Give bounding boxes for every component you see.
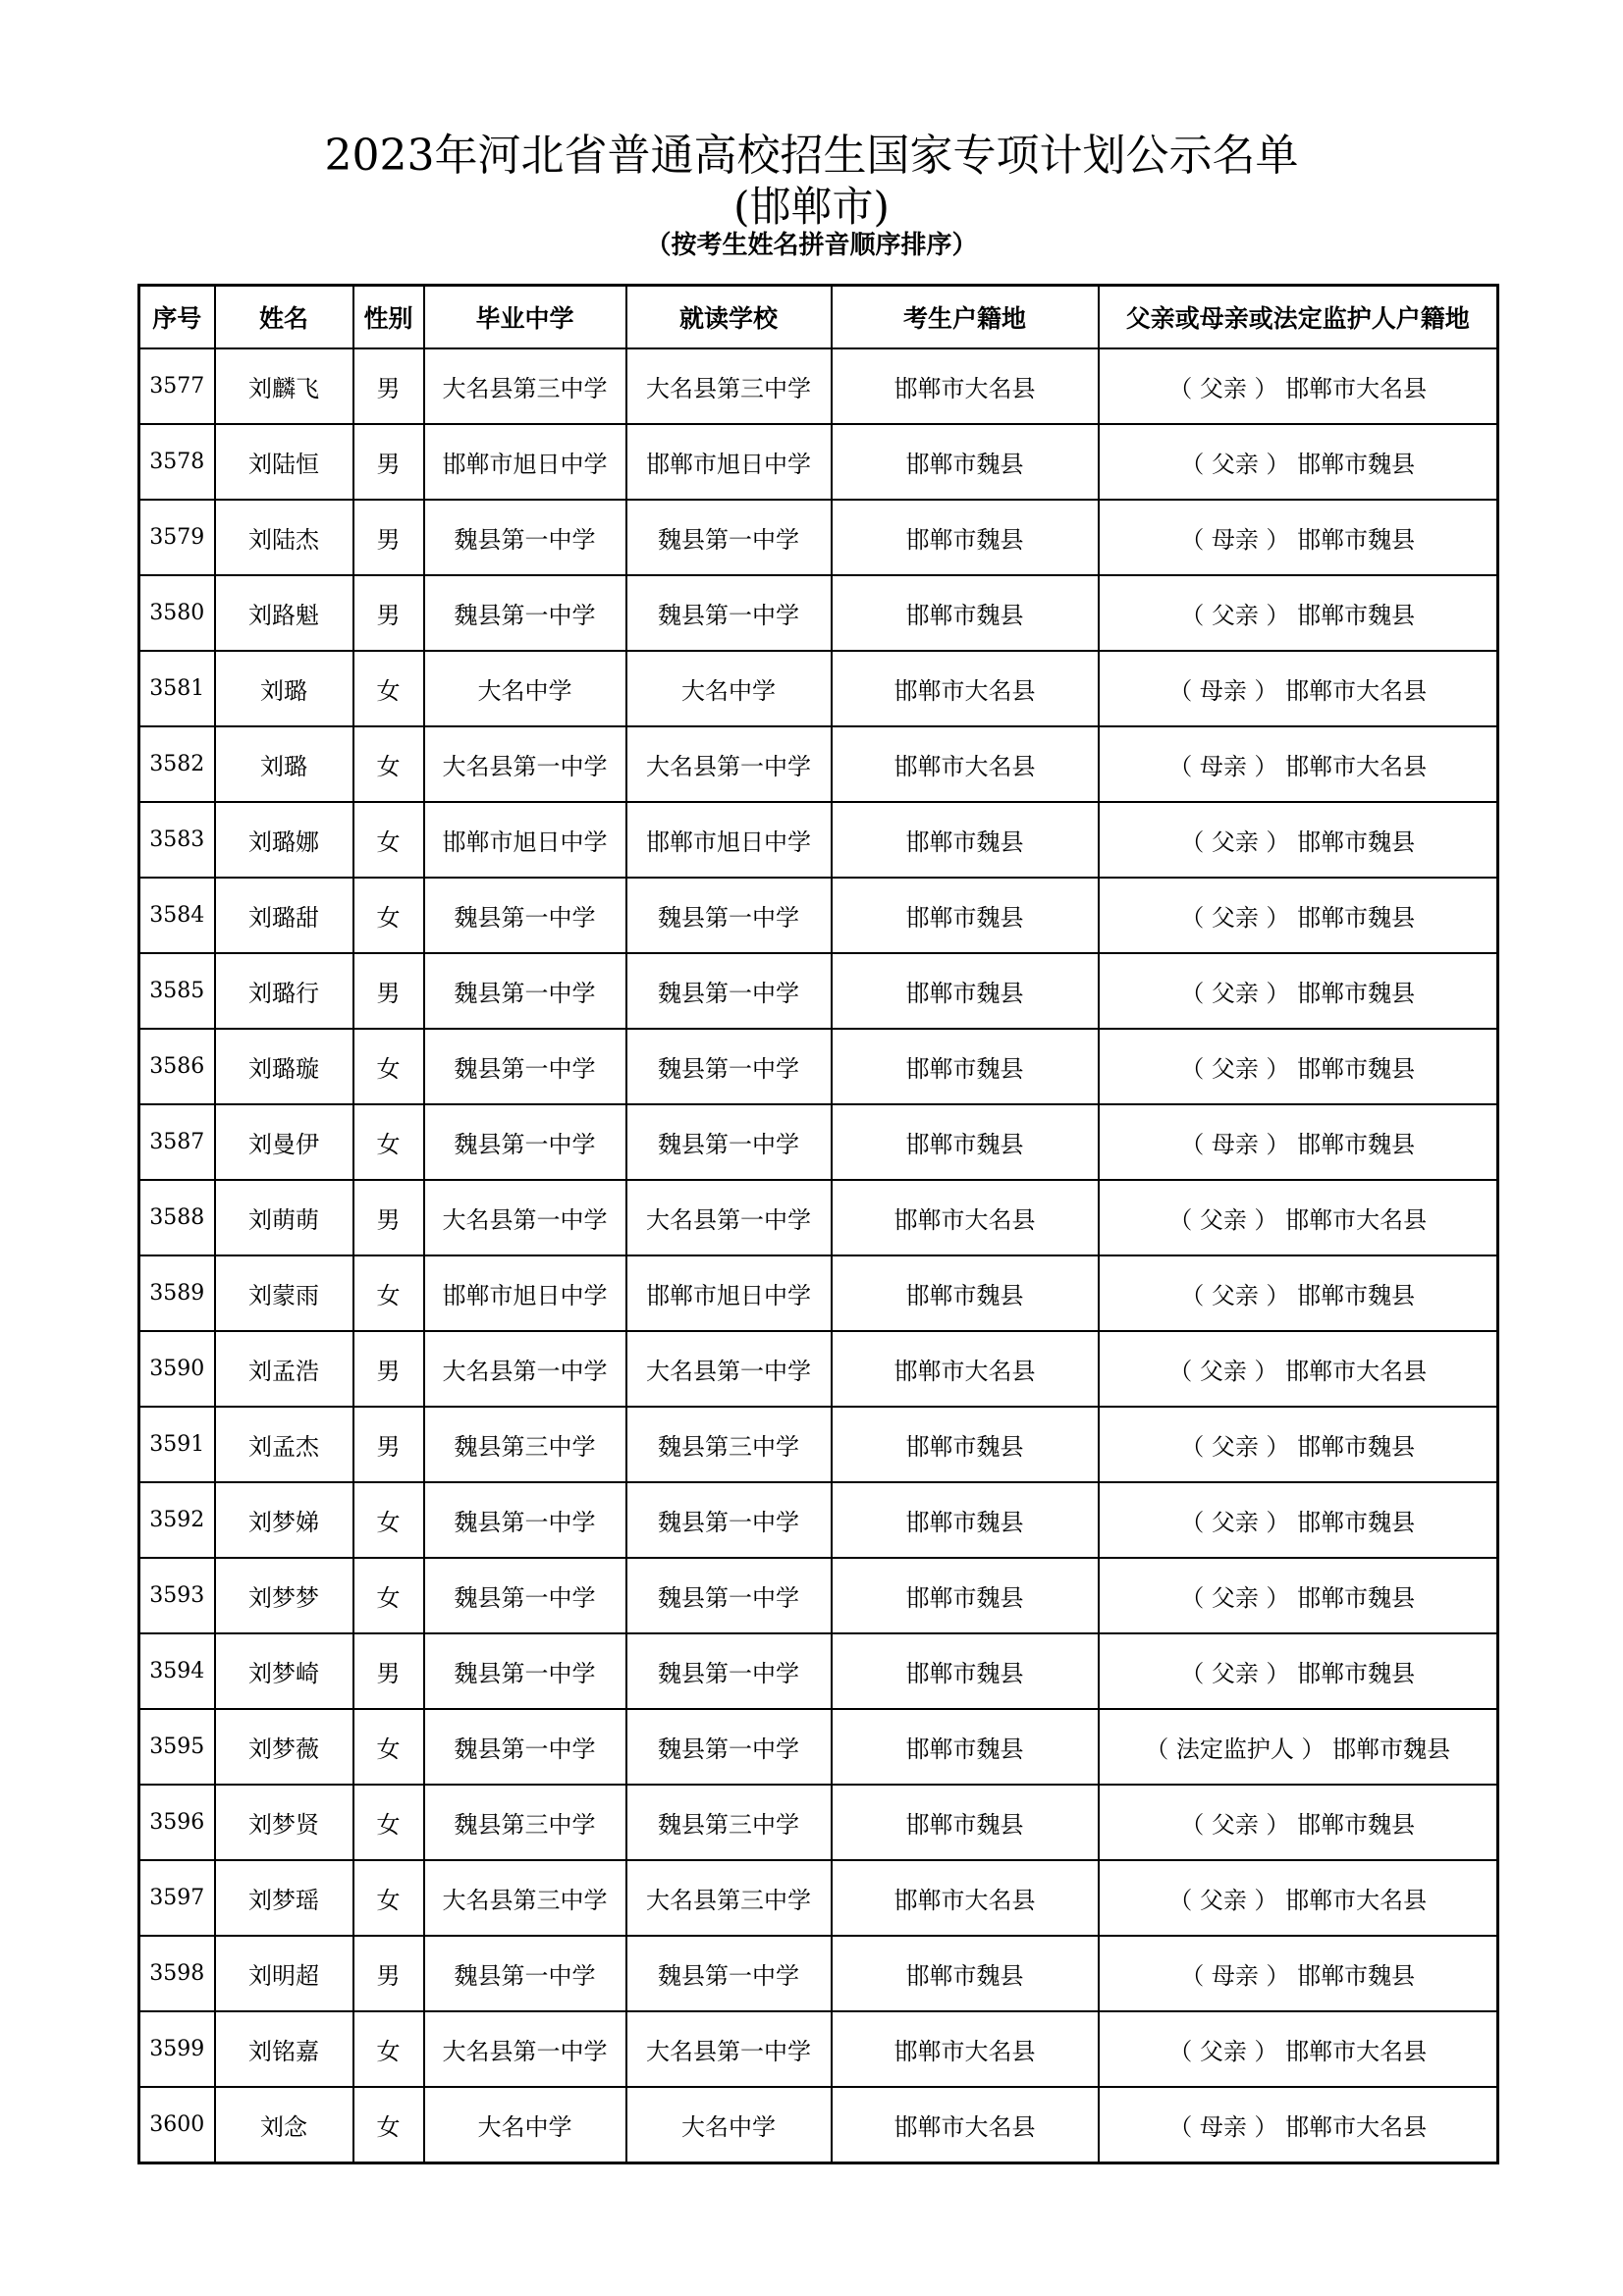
cell-name: 刘孟浩	[215, 1331, 353, 1407]
table-row	[139, 802, 1498, 878]
cell-name: 刘明超	[215, 1936, 353, 2011]
cell-current-school: 邯郸市旭日中学	[626, 1255, 832, 1331]
cell-graduation-school: 魏县第一中学	[424, 1104, 626, 1180]
cell-gender: 女	[353, 878, 424, 953]
cell-student-hukou: 邯郸市大名县	[832, 726, 1099, 802]
cell-current-school: 魏县第一中学	[626, 953, 832, 1029]
cell-student-hukou: 邯郸市魏县	[832, 878, 1099, 953]
cell-gender: 男	[353, 575, 424, 651]
roster-body	[139, 348, 1498, 2163]
cell-current-school: 魏县第一中学	[626, 1029, 832, 1104]
cell-graduation-school: 魏县第三中学	[424, 1407, 626, 1482]
header-row	[139, 286, 1498, 349]
cell-current-school: 大名县第一中学	[626, 2011, 832, 2087]
header-guardian-hukou: 父亲或母亲或法定监护人户籍地	[1099, 286, 1498, 349]
cell-guardian-hukou: （ 母亲 ） 邯郸市大名县	[1099, 726, 1498, 802]
cell-current-school: 邯郸市旭日中学	[626, 424, 832, 500]
cell-guardian-hukou: （ 父亲 ） 邯郸市魏县	[1099, 1029, 1498, 1104]
cell-serial-number: 3577	[139, 348, 215, 424]
cell-graduation-school: 邯郸市旭日中学	[424, 802, 626, 878]
cell-gender: 男	[353, 500, 424, 575]
header-gender: 性别	[353, 286, 424, 349]
roster-table	[137, 284, 1499, 2164]
cell-graduation-school: 魏县第一中学	[424, 1029, 626, 1104]
cell-serial-number: 3582	[139, 726, 215, 802]
table-row	[139, 1255, 1498, 1331]
table-row	[139, 878, 1498, 953]
cell-student-hukou: 邯郸市大名县	[832, 1860, 1099, 1936]
cell-student-hukou: 邯郸市魏县	[832, 1936, 1099, 2011]
cell-guardian-hukou: （ 父亲 ） 邯郸市魏县	[1099, 1255, 1498, 1331]
cell-name: 刘璐娜	[215, 802, 353, 878]
cell-guardian-hukou: （ 父亲 ） 邯郸市大名县	[1099, 1180, 1498, 1255]
cell-serial-number: 3580	[139, 575, 215, 651]
cell-graduation-school: 魏县第一中学	[424, 1709, 626, 1785]
cell-current-school: 大名县第一中学	[626, 726, 832, 802]
cell-graduation-school: 魏县第一中学	[424, 1936, 626, 2011]
cell-graduation-school: 魏县第一中学	[424, 575, 626, 651]
cell-graduation-school: 大名县第一中学	[424, 2011, 626, 2087]
cell-current-school: 魏县第一中学	[626, 1558, 832, 1633]
cell-graduation-school: 大名县第一中学	[424, 1331, 626, 1407]
cell-student-hukou: 邯郸市魏县	[832, 1633, 1099, 1709]
cell-name: 刘萌萌	[215, 1180, 353, 1255]
cell-gender: 男	[353, 1936, 424, 2011]
cell-graduation-school: 大名县第三中学	[424, 1860, 626, 1936]
cell-current-school: 魏县第一中学	[626, 1936, 832, 2011]
cell-serial-number: 3597	[139, 1860, 215, 1936]
cell-guardian-hukou: （ 母亲 ） 邯郸市大名县	[1099, 651, 1498, 726]
cell-student-hukou: 邯郸市魏县	[832, 1482, 1099, 1558]
cell-serial-number: 3581	[139, 651, 215, 726]
cell-name: 刘梦瑶	[215, 1860, 353, 1936]
cell-serial-number: 3585	[139, 953, 215, 1029]
cell-guardian-hukou: （ 父亲 ） 邯郸市魏县	[1099, 1482, 1498, 1558]
table-row	[139, 1482, 1498, 1558]
cell-serial-number: 3595	[139, 1709, 215, 1785]
cell-gender: 女	[353, 651, 424, 726]
cell-name: 刘璐	[215, 726, 353, 802]
cell-current-school: 魏县第三中学	[626, 1407, 832, 1482]
table-row	[139, 1104, 1498, 1180]
table-row	[139, 1407, 1498, 1482]
table-row	[139, 1785, 1498, 1860]
cell-graduation-school: 邯郸市旭日中学	[424, 424, 626, 500]
cell-current-school: 大名中学	[626, 651, 832, 726]
cell-guardian-hukou: （ 父亲 ） 邯郸市魏县	[1099, 424, 1498, 500]
cell-guardian-hukou: （ 母亲 ） 邯郸市魏县	[1099, 500, 1498, 575]
table-row	[139, 1633, 1498, 1709]
cell-graduation-school: 大名中学	[424, 651, 626, 726]
cell-guardian-hukou: （ 父亲 ） 邯郸市魏县	[1099, 1633, 1498, 1709]
cell-student-hukou: 邯郸市魏县	[832, 1407, 1099, 1482]
header-name: 姓名	[215, 286, 353, 349]
cell-serial-number: 3592	[139, 1482, 215, 1558]
cell-gender: 男	[353, 1180, 424, 1255]
cell-serial-number: 3596	[139, 1785, 215, 1860]
cell-name: 刘梦贤	[215, 1785, 353, 1860]
cell-serial-number: 3583	[139, 802, 215, 878]
table-row	[139, 2087, 1498, 2163]
table-row	[139, 2011, 1498, 2087]
table-row	[139, 651, 1498, 726]
cell-gender: 女	[353, 1029, 424, 1104]
cell-name: 刘曼伊	[215, 1104, 353, 1180]
cell-gender: 女	[353, 1860, 424, 1936]
cell-name: 刘铭嘉	[215, 2011, 353, 2087]
cell-guardian-hukou: （ 父亲 ） 邯郸市魏县	[1099, 1785, 1498, 1860]
cell-student-hukou: 邯郸市魏县	[832, 575, 1099, 651]
table-row	[139, 1936, 1498, 2011]
cell-name: 刘蒙雨	[215, 1255, 353, 1331]
cell-gender: 男	[353, 348, 424, 424]
cell-current-school: 魏县第三中学	[626, 1785, 832, 1860]
header-graduation-school: 毕业中学	[424, 286, 626, 349]
cell-guardian-hukou: （ 父亲 ） 邯郸市大名县	[1099, 348, 1498, 424]
cell-graduation-school: 魏县第一中学	[424, 500, 626, 575]
cell-graduation-school: 大名县第一中学	[424, 726, 626, 802]
table-row	[139, 575, 1498, 651]
cell-gender: 女	[353, 1558, 424, 1633]
cell-student-hukou: 邯郸市大名县	[832, 348, 1099, 424]
cell-current-school: 魏县第一中学	[626, 500, 832, 575]
cell-guardian-hukou: （ 父亲 ） 邯郸市大名县	[1099, 2011, 1498, 2087]
cell-gender: 女	[353, 1709, 424, 1785]
cell-name: 刘陆杰	[215, 500, 353, 575]
cell-student-hukou: 邯郸市大名县	[832, 1180, 1099, 1255]
cell-current-school: 魏县第一中学	[626, 1709, 832, 1785]
cell-name: 刘璐甜	[215, 878, 353, 953]
cell-name: 刘梦梦	[215, 1558, 353, 1633]
cell-student-hukou: 邯郸市魏县	[832, 1785, 1099, 1860]
cell-student-hukou: 邯郸市大名县	[832, 651, 1099, 726]
cell-guardian-hukou: （ 父亲 ） 邯郸市魏县	[1099, 802, 1498, 878]
cell-gender: 男	[353, 424, 424, 500]
cell-serial-number: 3578	[139, 424, 215, 500]
cell-guardian-hukou: （ 父亲 ） 邯郸市大名县	[1099, 1860, 1498, 1936]
cell-name: 刘孟杰	[215, 1407, 353, 1482]
header-current-school: 就读学校	[626, 286, 832, 349]
cell-current-school: 大名县第一中学	[626, 1331, 832, 1407]
cell-gender: 女	[353, 1255, 424, 1331]
cell-gender: 男	[353, 1331, 424, 1407]
cell-student-hukou: 邯郸市魏县	[832, 424, 1099, 500]
cell-graduation-school: 大名县第一中学	[424, 1180, 626, 1255]
cell-student-hukou: 邯郸市大名县	[832, 1331, 1099, 1407]
table-row	[139, 726, 1498, 802]
cell-gender: 男	[353, 953, 424, 1029]
cell-guardian-hukou: （ 父亲 ） 邯郸市魏县	[1099, 575, 1498, 651]
cell-name: 刘璐行	[215, 953, 353, 1029]
cell-serial-number: 3579	[139, 500, 215, 575]
cell-name: 刘麟飞	[215, 348, 353, 424]
cell-student-hukou: 邯郸市魏县	[832, 1029, 1099, 1104]
cell-gender: 男	[353, 1633, 424, 1709]
cell-graduation-school: 大名县第三中学	[424, 348, 626, 424]
cell-name: 刘璐璇	[215, 1029, 353, 1104]
cell-guardian-hukou: （ 父亲 ） 邯郸市大名县	[1099, 1331, 1498, 1407]
cell-guardian-hukou: （ 父亲 ） 邯郸市魏县	[1099, 1558, 1498, 1633]
cell-graduation-school: 魏县第一中学	[424, 878, 626, 953]
cell-current-school: 大名县第三中学	[626, 348, 832, 424]
cell-guardian-hukou: （ 母亲 ） 邯郸市大名县	[1099, 2087, 1498, 2163]
cell-current-school: 魏县第一中学	[626, 575, 832, 651]
cell-name: 刘路魁	[215, 575, 353, 651]
cell-student-hukou: 邯郸市魏县	[832, 953, 1099, 1029]
cell-serial-number: 3594	[139, 1633, 215, 1709]
sort-note: （按考生姓名拼音顺序排序）	[645, 231, 978, 260]
cell-student-hukou: 邯郸市魏县	[832, 1558, 1099, 1633]
cell-name: 刘梦薇	[215, 1709, 353, 1785]
cell-current-school: 魏县第一中学	[626, 1633, 832, 1709]
cell-student-hukou: 邯郸市大名县	[832, 2011, 1099, 2087]
cell-student-hukou: 邯郸市魏县	[832, 1104, 1099, 1180]
cell-graduation-school: 魏县第一中学	[424, 1482, 626, 1558]
cell-current-school: 邯郸市旭日中学	[626, 802, 832, 878]
table-row	[139, 1709, 1498, 1785]
cell-graduation-school: 魏县第一中学	[424, 953, 626, 1029]
cell-gender: 女	[353, 1104, 424, 1180]
cell-serial-number: 3586	[139, 1029, 215, 1104]
cell-serial-number: 3591	[139, 1407, 215, 1482]
cell-current-school: 魏县第一中学	[626, 1104, 832, 1180]
cell-guardian-hukou: （ 母亲 ） 邯郸市魏县	[1099, 1936, 1498, 2011]
cell-serial-number: 3590	[139, 1331, 215, 1407]
cell-name: 刘念	[215, 2087, 353, 2163]
document-subtitle: (邯郸市)	[733, 183, 890, 231]
cell-name: 刘陆恒	[215, 424, 353, 500]
document-title: 2023年河北省普通高校招生国家专项计划公示名单	[324, 131, 1299, 181]
header-serial-number: 序号	[139, 286, 215, 349]
cell-serial-number: 3600	[139, 2087, 215, 2163]
cell-name: 刘梦崎	[215, 1633, 353, 1709]
cell-gender: 女	[353, 726, 424, 802]
table-row	[139, 424, 1498, 500]
cell-name: 刘梦娣	[215, 1482, 353, 1558]
cell-student-hukou: 邯郸市魏县	[832, 1709, 1099, 1785]
table-row	[139, 1180, 1498, 1255]
cell-serial-number: 3599	[139, 2011, 215, 2087]
cell-current-school: 大名县第三中学	[626, 1860, 832, 1936]
cell-guardian-hukou: （ 法定监护人 ） 邯郸市魏县	[1099, 1709, 1498, 1785]
header-student-hukou: 考生户籍地	[832, 286, 1099, 349]
cell-serial-number: 3593	[139, 1558, 215, 1633]
cell-graduation-school: 邯郸市旭日中学	[424, 1255, 626, 1331]
cell-serial-number: 3588	[139, 1180, 215, 1255]
cell-graduation-school: 魏县第一中学	[424, 1633, 626, 1709]
cell-gender: 女	[353, 2011, 424, 2087]
cell-guardian-hukou: （ 父亲 ） 邯郸市魏县	[1099, 953, 1498, 1029]
cell-student-hukou: 邯郸市魏县	[832, 1255, 1099, 1331]
cell-guardian-hukou: （ 母亲 ） 邯郸市魏县	[1099, 1104, 1498, 1180]
cell-guardian-hukou: （ 父亲 ） 邯郸市魏县	[1099, 1407, 1498, 1482]
table-row	[139, 1029, 1498, 1104]
cell-serial-number: 3587	[139, 1104, 215, 1180]
cell-gender: 女	[353, 1482, 424, 1558]
cell-graduation-school: 魏县第三中学	[424, 1785, 626, 1860]
cell-guardian-hukou: （ 父亲 ） 邯郸市魏县	[1099, 878, 1498, 953]
table-row	[139, 1860, 1498, 1936]
cell-gender: 女	[353, 1785, 424, 1860]
cell-student-hukou: 邯郸市魏县	[832, 500, 1099, 575]
table-row	[139, 1331, 1498, 1407]
table-row	[139, 1558, 1498, 1633]
cell-graduation-school: 大名中学	[424, 2087, 626, 2163]
cell-serial-number: 3598	[139, 1936, 215, 2011]
cell-current-school: 大名中学	[626, 2087, 832, 2163]
cell-student-hukou: 邯郸市魏县	[832, 802, 1099, 878]
table-row	[139, 348, 1498, 424]
cell-serial-number: 3584	[139, 878, 215, 953]
cell-serial-number: 3589	[139, 1255, 215, 1331]
cell-name: 刘璐	[215, 651, 353, 726]
cell-gender: 女	[353, 802, 424, 878]
cell-gender: 男	[353, 1407, 424, 1482]
cell-student-hukou: 邯郸市大名县	[832, 2087, 1099, 2163]
table-row	[139, 500, 1498, 575]
cell-current-school: 大名县第一中学	[626, 1180, 832, 1255]
cell-current-school: 魏县第一中学	[626, 1482, 832, 1558]
table-row	[139, 953, 1498, 1029]
cell-gender: 女	[353, 2087, 424, 2163]
cell-current-school: 魏县第一中学	[626, 878, 832, 953]
cell-graduation-school: 魏县第一中学	[424, 1558, 626, 1633]
